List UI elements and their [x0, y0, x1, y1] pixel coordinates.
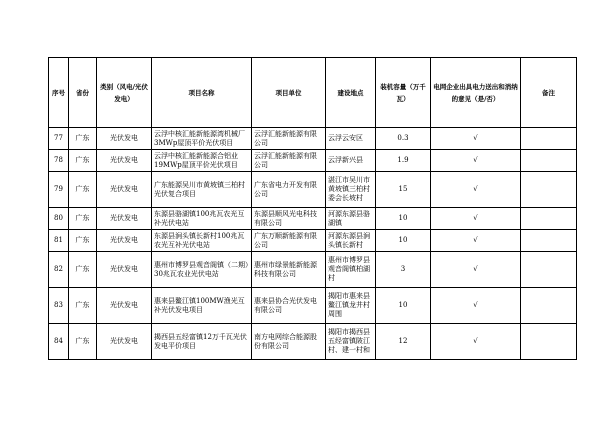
- row-type: 光伏发电: [97, 172, 152, 208]
- header-note: 备注: [521, 58, 577, 128]
- row-capacity: 12: [376, 324, 431, 360]
- header-project-name: 项目名称: [152, 58, 252, 128]
- row-project-name: 东源县涧头镇长新村100兆瓦农光互补光伏电站: [152, 230, 252, 252]
- row-project-name: 广东能源吴川市黄坡镇三柏村光伏复合项目: [152, 172, 252, 208]
- row-opinion: √: [431, 230, 521, 252]
- row-type: 光伏发电: [97, 208, 152, 230]
- row-opinion: √: [431, 128, 521, 150]
- row-province: 广东: [69, 208, 97, 230]
- table-row: [49, 128, 577, 150]
- row-capacity: 3: [376, 252, 431, 288]
- row-opinion: √: [431, 172, 521, 208]
- row-project-name: 云浮中核汇能新能源合铝业19MWp屋顶平价光伏项目: [152, 150, 252, 172]
- row-note: [521, 288, 577, 324]
- row-capacity: 10: [376, 288, 431, 324]
- row-location: 揭阳市揭西县五经富镇陂江村、建一村和: [326, 324, 376, 360]
- row-note: [521, 252, 577, 288]
- row-capacity: 10: [376, 208, 431, 230]
- header-type: 类别（风电/光伏发电）: [97, 58, 152, 128]
- row-number: 81: [49, 230, 69, 252]
- row-type: 光伏发电: [97, 324, 152, 360]
- row-project-unit: 云浮汇能新能源有限公司: [252, 128, 326, 150]
- project-table: [48, 57, 577, 360]
- row-project-unit: 惠来县协合光伏发电有限公司: [252, 288, 326, 324]
- row-project-name: 惠州市博罗县观音阁镇（二期）30兆瓦农业光伏电站: [152, 252, 252, 288]
- row-province: 广东: [69, 150, 97, 172]
- table-row: [49, 230, 577, 252]
- row-type: 光伏发电: [97, 230, 152, 252]
- table-row: [49, 150, 577, 172]
- header-row: [49, 58, 577, 128]
- row-project-unit: 广东万顺新能源有限公司: [252, 230, 326, 252]
- row-type: 光伏发电: [97, 150, 152, 172]
- table-row: [49, 208, 577, 230]
- header-project-unit: 项目单位: [252, 58, 326, 128]
- table-row: [49, 172, 577, 208]
- row-note: [521, 150, 577, 172]
- row-province: 广东: [69, 252, 97, 288]
- row-project-name: 东源县骆湖镇100兆瓦农光互补光伏电站: [152, 208, 252, 230]
- row-opinion: √: [431, 288, 521, 324]
- row-location: 云浮新兴县: [326, 150, 376, 172]
- row-location: 揭阳市惠来县鳌江镇龙井村周围: [326, 288, 376, 324]
- row-province: 广东: [69, 288, 97, 324]
- table-row: [49, 252, 577, 288]
- row-location: 惠州市博罗县观音阁镇柏湖村: [326, 252, 376, 288]
- row-number: 80: [49, 208, 69, 230]
- row-location: 河源东源县涧头镇长新村: [326, 230, 376, 252]
- row-number: 83: [49, 288, 69, 324]
- row-opinion: √: [431, 150, 521, 172]
- row-project-unit: 东源县顺风光电科技有限公司: [252, 208, 326, 230]
- row-note: [521, 230, 577, 252]
- row-opinion: √: [431, 208, 521, 230]
- table-row: [49, 288, 577, 324]
- header-no: 序号: [49, 58, 69, 128]
- row-location: 湛江市吴川市黄坡镇三柏村委会长坡村: [326, 172, 376, 208]
- row-note: [521, 128, 577, 150]
- row-opinion: √: [431, 324, 521, 360]
- header-province: 省份: [69, 58, 97, 128]
- row-project-name: 云浮中核汇能新能源湾机械厂3MWp屋顶平价光伏项目: [152, 128, 252, 150]
- header-capacity: 装机容量（万千瓦）: [376, 58, 431, 128]
- row-project-name: 揭西县五经富镇12万千瓦光伏发电平价项目: [152, 324, 252, 360]
- row-province: 广东: [69, 324, 97, 360]
- row-number: 78: [49, 150, 69, 172]
- table-row: [49, 324, 577, 360]
- header-location: 建设地点: [326, 58, 376, 128]
- row-type: 光伏发电: [97, 252, 152, 288]
- row-province: 广东: [69, 230, 97, 252]
- row-location: 河源东源县骆湖镇: [326, 208, 376, 230]
- row-project-unit: 广东省电力开发有限公司: [252, 172, 326, 208]
- row-number: 77: [49, 128, 69, 150]
- row-project-unit: 云浮汇能新能源有限公司: [252, 150, 326, 172]
- row-project-unit: 南方电网综合能源股份有限公司: [252, 324, 326, 360]
- row-type: 光伏发电: [97, 128, 152, 150]
- row-opinion: √: [431, 252, 521, 288]
- row-capacity: 1.9: [376, 150, 431, 172]
- row-type: 光伏发电: [97, 288, 152, 324]
- row-capacity: 0.3: [376, 128, 431, 150]
- row-capacity: 15: [376, 172, 431, 208]
- row-capacity: 10: [376, 230, 431, 252]
- row-note: [521, 324, 577, 360]
- row-province: 广东: [69, 172, 97, 208]
- row-location: 云浮云安区: [326, 128, 376, 150]
- row-number: 82: [49, 252, 69, 288]
- row-province: 广东: [69, 128, 97, 150]
- row-note: [521, 172, 577, 208]
- row-number: 84: [49, 324, 69, 360]
- row-project-unit: 惠州市绿景能新能源科技有限公司: [252, 252, 326, 288]
- row-project-name: 惠来县鳌江镇100MW渔光互补光伏发电项目: [152, 288, 252, 324]
- row-note: [521, 208, 577, 230]
- header-opinion: 电网企业出具电力送出和消纳的意见（是/否）: [431, 58, 521, 128]
- row-number: 79: [49, 172, 69, 208]
